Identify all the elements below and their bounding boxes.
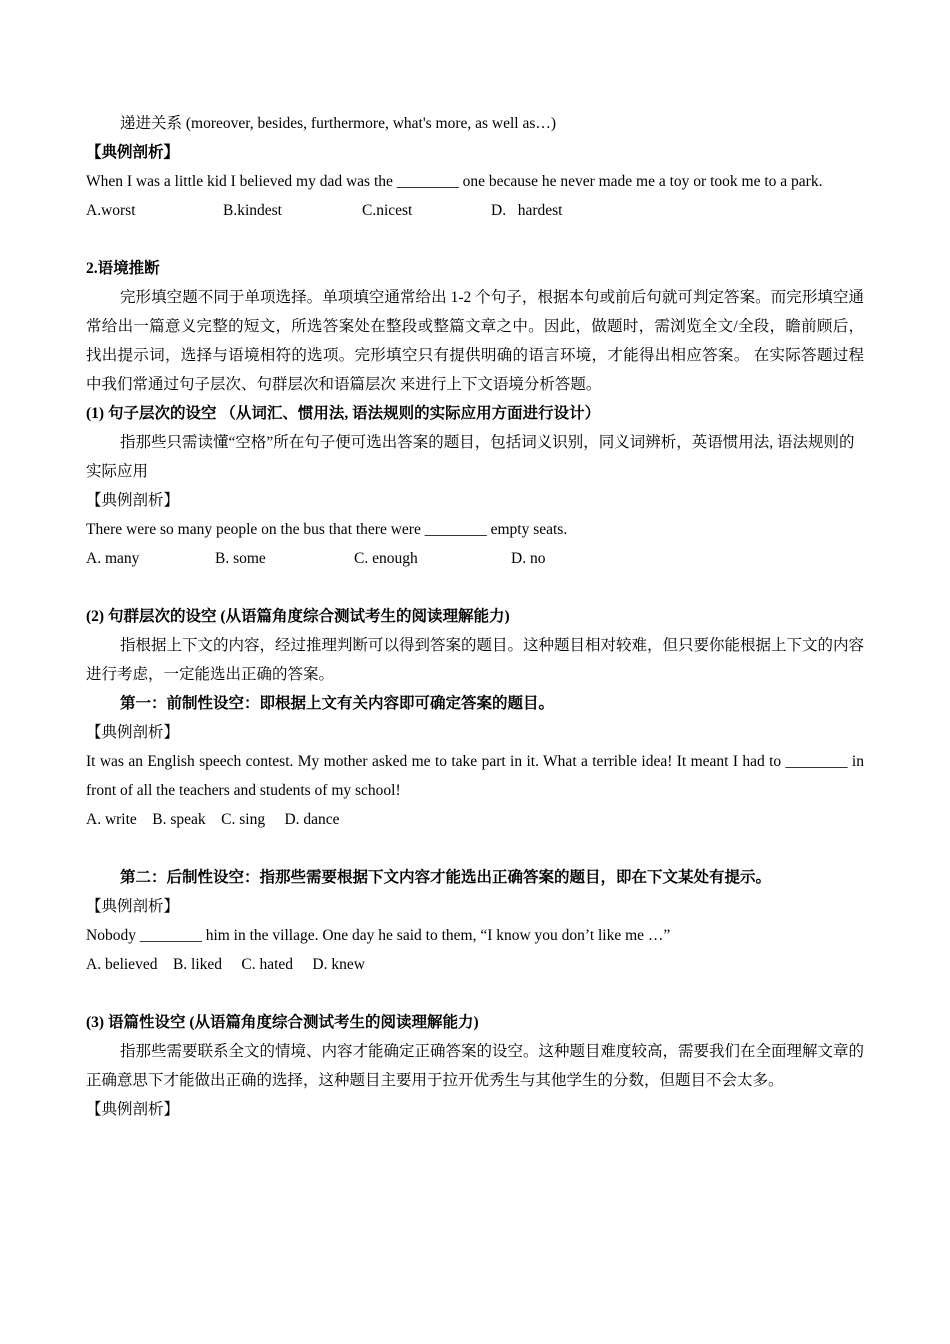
option-c: C.nicest bbox=[362, 202, 413, 219]
example-heading: 【典例剖析】 bbox=[86, 724, 180, 741]
option-b: B.kindest bbox=[223, 202, 282, 219]
example-heading: 【典例剖析】 bbox=[86, 144, 180, 161]
section-2-paragraph: 完形填空题不同于单项选择。单项填空通常给出 1-2 个句子，根据本句或前后句就可判定答案。而完形填空通常给出一篇意义完整的短文，所选答案处在整段或整篇文章之中。因此，做题时，需浏览全文/全段，瞻前顾后，找出提示词，选择与语境相符的选项。完形填空只有提供明确的语言环境，才能得出相应答案。 在实际答题过程中我们常通过句子层次、句群层次和语篇层次 来进行上下文语境分析答题。 bbox=[86, 289, 864, 393]
option-a: A.worst bbox=[86, 202, 136, 219]
example-options-1 bbox=[86, 196, 864, 225]
example-options-3: A. write B. speak C. sing D. dance bbox=[86, 811, 340, 828]
example-heading: 【典例剖析】 bbox=[86, 1101, 180, 1118]
example-sentence-1: When I was a little kid I believed my dad was the ________ one because he never made me a toy or took me to a park. bbox=[86, 173, 823, 190]
subsection-2-paragraph: 指根据上下文的内容，经过推理判断可以得到答案的题目。这种题目相对较难，但只要你能根据上下文的内容进行考虑，一定能选出正确的答案。 bbox=[86, 637, 865, 683]
example-heading: 【典例剖析】 bbox=[86, 492, 180, 509]
example-options-4: A. believed B. liked C. hated D. knew bbox=[86, 956, 365, 973]
subsection-1-title: (1) 句子层次的设空 （从词汇、惯用法, 语法规则的实际应用方面进行设计） bbox=[86, 405, 601, 422]
section-2-title: 2.语境推断 bbox=[86, 260, 160, 277]
option-d: D. no bbox=[511, 550, 546, 567]
option-b: B. some bbox=[215, 550, 266, 567]
example-sentence-4: Nobody ________ him in the village. One day he said to them, “I know you don’t like me …” bbox=[86, 927, 671, 944]
subsection-2-title: (2) 句群层次的设空 (从语篇角度综合测试考生的阅读理解能力) bbox=[86, 608, 510, 625]
example-sentence-2: There were so many people on the bus that there were ________ empty seats. bbox=[86, 521, 568, 538]
example-heading: 【典例剖析】 bbox=[86, 898, 180, 915]
subsection-3-paragraph: 指那些需要联系全文的情境、内容才能确定正确答案的设空。这种题目难度较高，需要我们在全面理解文章的正确意思下才能做出正确的选择，这种题目主要用于拉开优秀生与其他学生的分数，但题目不会太多。 bbox=[86, 1043, 865, 1089]
example-sentence-3: It was an English speech contest. My mother asked me to take part in it. What a terrible idea! It meant I had to ________ in front of all the teachers and students of my school! bbox=[86, 753, 864, 799]
first-type-heading: 第一：前制性设空：即根据上文有关内容即可确定答案的题目。 bbox=[120, 695, 555, 712]
progressive-relation-line: 递进关系 (moreover, besides, furthermore, what's more, as well as…) bbox=[120, 115, 557, 132]
second-type-heading: 第二：后制性设空：指那些需要根据下文内容才能选出正确答案的题目，即在下文某处有提示。 bbox=[120, 869, 772, 886]
option-d: D. hardest bbox=[491, 202, 563, 219]
subsection-1-paragraph: 指那些只需读懂“空格”所在句子便可选出答案的题目，包括词义识别，同义词辨析，英语惯用法, 语法规则的实际应用 bbox=[86, 434, 855, 480]
example-options-2 bbox=[86, 544, 864, 573]
option-c: C. enough bbox=[354, 550, 418, 567]
option-a: A. many bbox=[86, 550, 140, 567]
document-page bbox=[86, 109, 864, 1124]
subsection-3-title: (3) 语篇性设空 (从语篇角度综合测试考生的阅读理解能力) bbox=[86, 1014, 479, 1031]
